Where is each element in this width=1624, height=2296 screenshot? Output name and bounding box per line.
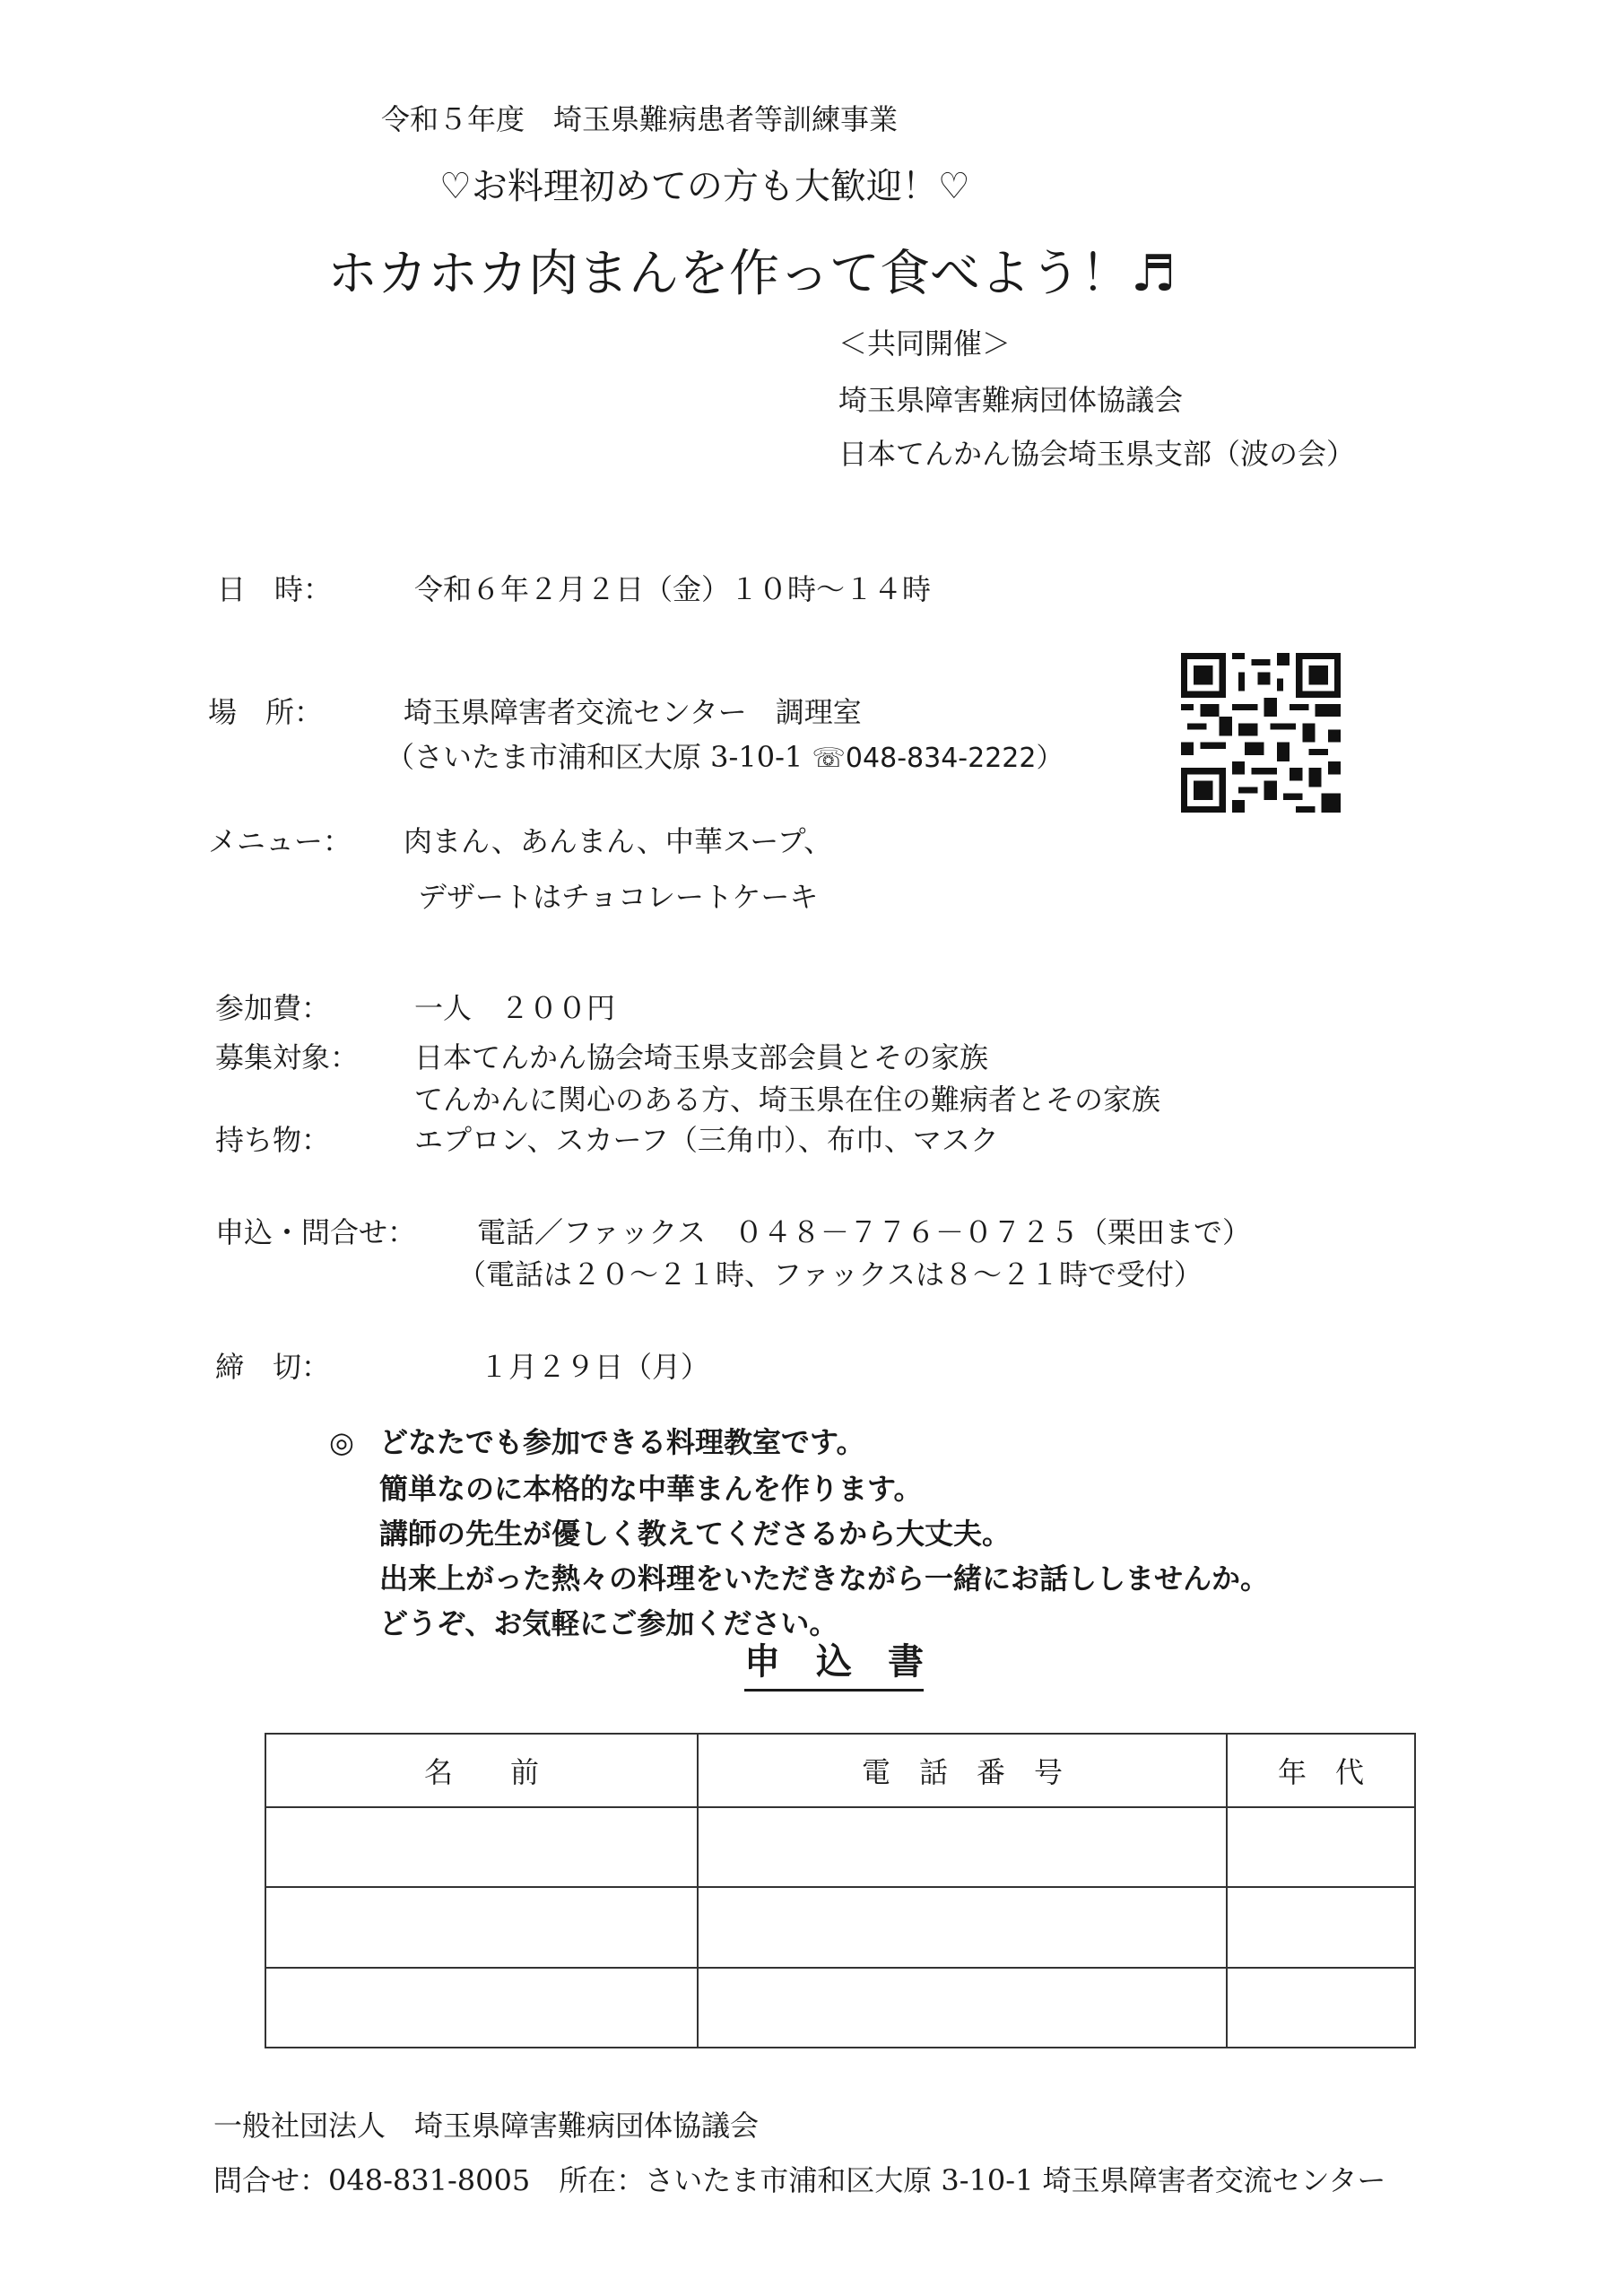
fee-value: 一人 ２００円 (414, 991, 616, 1025)
address-text: （さいたま市浦和区大原 3-10-1 (386, 740, 803, 774)
message-line-1: どなたでも参加できる料理教室です。 (379, 1425, 865, 1459)
message-bullet: ◎ (329, 1425, 354, 1459)
phone-cell[interactable] (698, 1968, 1227, 2048)
menu-label: メニュー： (208, 824, 352, 858)
name-cell[interactable] (265, 1807, 698, 1887)
tagline: ♡お料理初めての方も大歓迎！♡ (439, 166, 970, 207)
cohost-org-1: 埼玉県障害難病団体協議会 (838, 383, 1184, 417)
place-value: 埼玉県障害者交流センター 調理室 (404, 695, 862, 729)
title-text: ホカホカ肉まんを作って食べよう！ (327, 245, 1131, 303)
contact-note: （電話は２０～２１時、ファックスは８～２１時で受付） (457, 1257, 1203, 1292)
application-form-table (265, 1733, 1416, 2048)
contact-label: 申込・問合せ： (215, 1215, 417, 1249)
phone-cell[interactable] (698, 1807, 1227, 1887)
form-title: 申 込 書 (744, 1644, 924, 1692)
datetime-label: 日 時： (217, 572, 333, 606)
name-cell[interactable] (265, 1968, 698, 2048)
menu-line-2: デザートはチョコレートケーキ (418, 880, 819, 914)
message-line-4: 出来上がった熱々の料理をいただきながら一緒にお話ししませんか。 (379, 1561, 1270, 1596)
target-line-2: てんかんに関心のある方、埼玉県在住の難病者とその家族 (414, 1083, 1161, 1117)
items-value: エプロン、スカーフ（三角巾）、布巾、マスク (414, 1123, 999, 1157)
place-label: 場 所： (208, 695, 324, 729)
music-note-icon: ♬ (1131, 245, 1177, 303)
address-phone: ☏048‐834‐2222） (812, 743, 1064, 774)
age-cell[interactable] (1227, 1887, 1415, 1967)
col-header-phone: 電 話 番 号 (698, 1734, 1227, 1807)
message-line-5: どうぞ、お気軽にご参加ください。 (379, 1606, 838, 1640)
deadline-value: １月２９日（月） (480, 1350, 710, 1384)
name-cell[interactable] (265, 1887, 698, 1967)
phone-cell[interactable] (698, 1887, 1227, 1967)
cohost-org-2: 日本てんかん協会埼玉県支部（波の会） (838, 437, 1356, 471)
message-line-2: 簡単なのに本格的な中華まんを作ります。 (379, 1472, 923, 1506)
cohost-label: ＜共同開催＞ (838, 326, 1012, 361)
footer-contact: 問合せ：048-831-8005 所在：さいたま市浦和区大原 3-10-1 埼玉県障害者交流センター (213, 2163, 1386, 2197)
col-header-name: 名 前 (265, 1734, 698, 1807)
age-cell[interactable] (1227, 1807, 1415, 1887)
qr-code-icon[interactable] (1175, 653, 1347, 813)
footer-org: 一般社団法人 埼玉県障害難病団体協議会 (213, 2109, 760, 2143)
items-label: 持ち物： (215, 1123, 331, 1157)
deadline-label: 締 切： (215, 1350, 331, 1384)
program-name: 令和５年度 埼玉県難病患者等訓練事業 (381, 102, 899, 136)
contact-value: 電話／ファックス ０４８－７７６－０７２５（栗田まで） (477, 1215, 1252, 1249)
age-cell[interactable] (1227, 1968, 1415, 2048)
menu-line-1: 肉まん、あんまん、中華スープ、 (404, 824, 833, 858)
fee-label: 参加費： (215, 991, 331, 1025)
message-line-3: 講師の先生が優しく教えてくださるから大丈夫。 (379, 1517, 1012, 1551)
place-address (386, 740, 1064, 774)
page-title (327, 245, 1177, 303)
col-header-age: 年 代 (1227, 1734, 1415, 1807)
target-label: 募集対象： (215, 1040, 360, 1074)
datetime-value: 令和６年２月２日（金）１０時～１４時 (414, 572, 932, 606)
target-line-1: 日本てんかん協会埼玉県支部会員とその家族 (414, 1040, 989, 1074)
